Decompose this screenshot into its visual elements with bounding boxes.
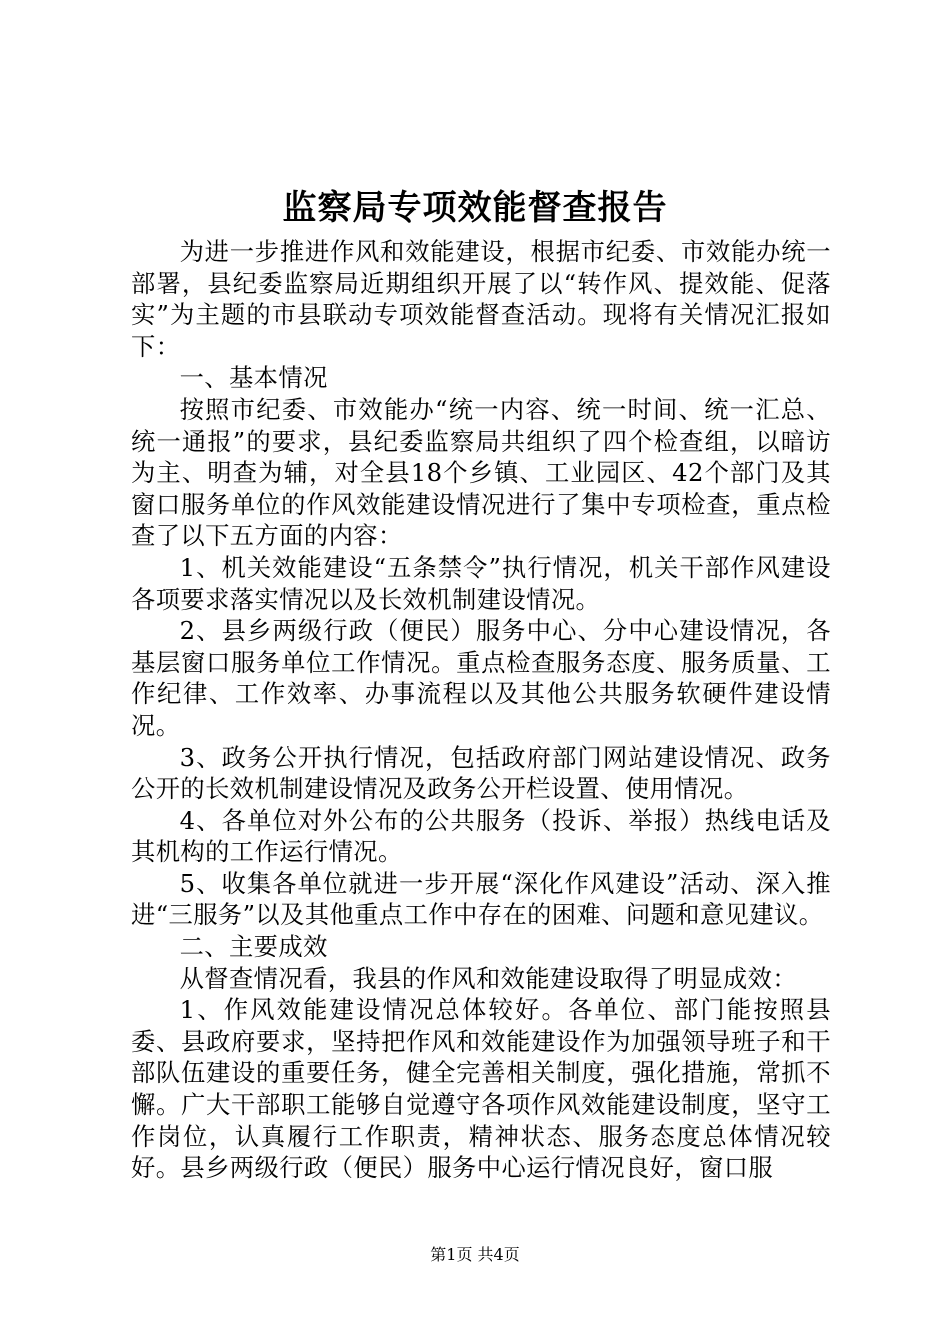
page-number-footer: 第1页 共4页 [430,1245,520,1264]
section-heading-main-results: 二、主要成效 [179,932,328,962]
section-heading-basic-situation: 一、基本情况 [179,363,328,393]
paragraph-intro: 为进一步推进作风和效能建设，根据市纪委、市效能办统一部署，县纪委监察局近期组织开展了以“转作风、提效能、促落实”为主题的市县联动专项效能督查活动。现将有关情况汇报如下： [131,237,831,361]
paragraph-result-1: 1、作风效能建设情况总体较好。各单位、部门能按照县委、县政府要求，坚持把作风和效能建设作为加强领导班子和干部队伍建设的重要任务，健全完善相关制度，强化措施，常抓不懈。广大干部职工能够自觉遵守各项作风效能建设制度，坚守工作岗位，认真履行工作职责，精神状态、服务态度总体情况较好。县乡两级行政（便民）服务中心运行情况良好，窗口服 [131,995,831,1183]
paragraph-results-intro: 从督查情况看，我县的作风和效能建设取得了明显成效： [179,963,798,993]
list-item-3: 3、政务公开执行情况，包括政府部门网站建设情况、政务公开的长效机制建设情况及政务公开栏设置、使用情况。 [131,742,831,804]
list-item-2: 2、县乡两级行政（便民）服务中心、分中心建设情况，各基层窗口服务单位工作情况。重点检查服务态度、服务质量、工作纪律、工作效率、办事流程以及其他公共服务软硬件建设情况。 [131,616,831,740]
document-title: 监察局专项效能督查报告 [282,188,668,228]
document-body [131,236,831,1184]
list-item-4: 4、各单位对外公布的公共服务（投诉、举报）热线电话及其机构的工作运行情况。 [131,805,831,867]
paragraph-inspection-overview: 按照市纪委、市效能办“统一内容、统一时间、统一汇总、统一通报”的要求，县纪委监察局共组织了四个检查组，以暗访为主、明查为辅，对全县18个乡镇、工业园区、42个部门及其窗口服务单位的作风效能建设情况进行了集中专项检查，重点检查了以下五方面的内容： [131,394,831,551]
list-item-5: 5、收集各单位就进一步开展“深化作风建设”活动、深入推进“三服务”以及其他重点工作中存在的困难、问题和意见建议。 [131,868,831,930]
list-item-1: 1、机关效能建设“五条禁令”执行情况，机关干部作风建设各项要求落实情况以及长效机制建设情况。 [131,552,831,614]
